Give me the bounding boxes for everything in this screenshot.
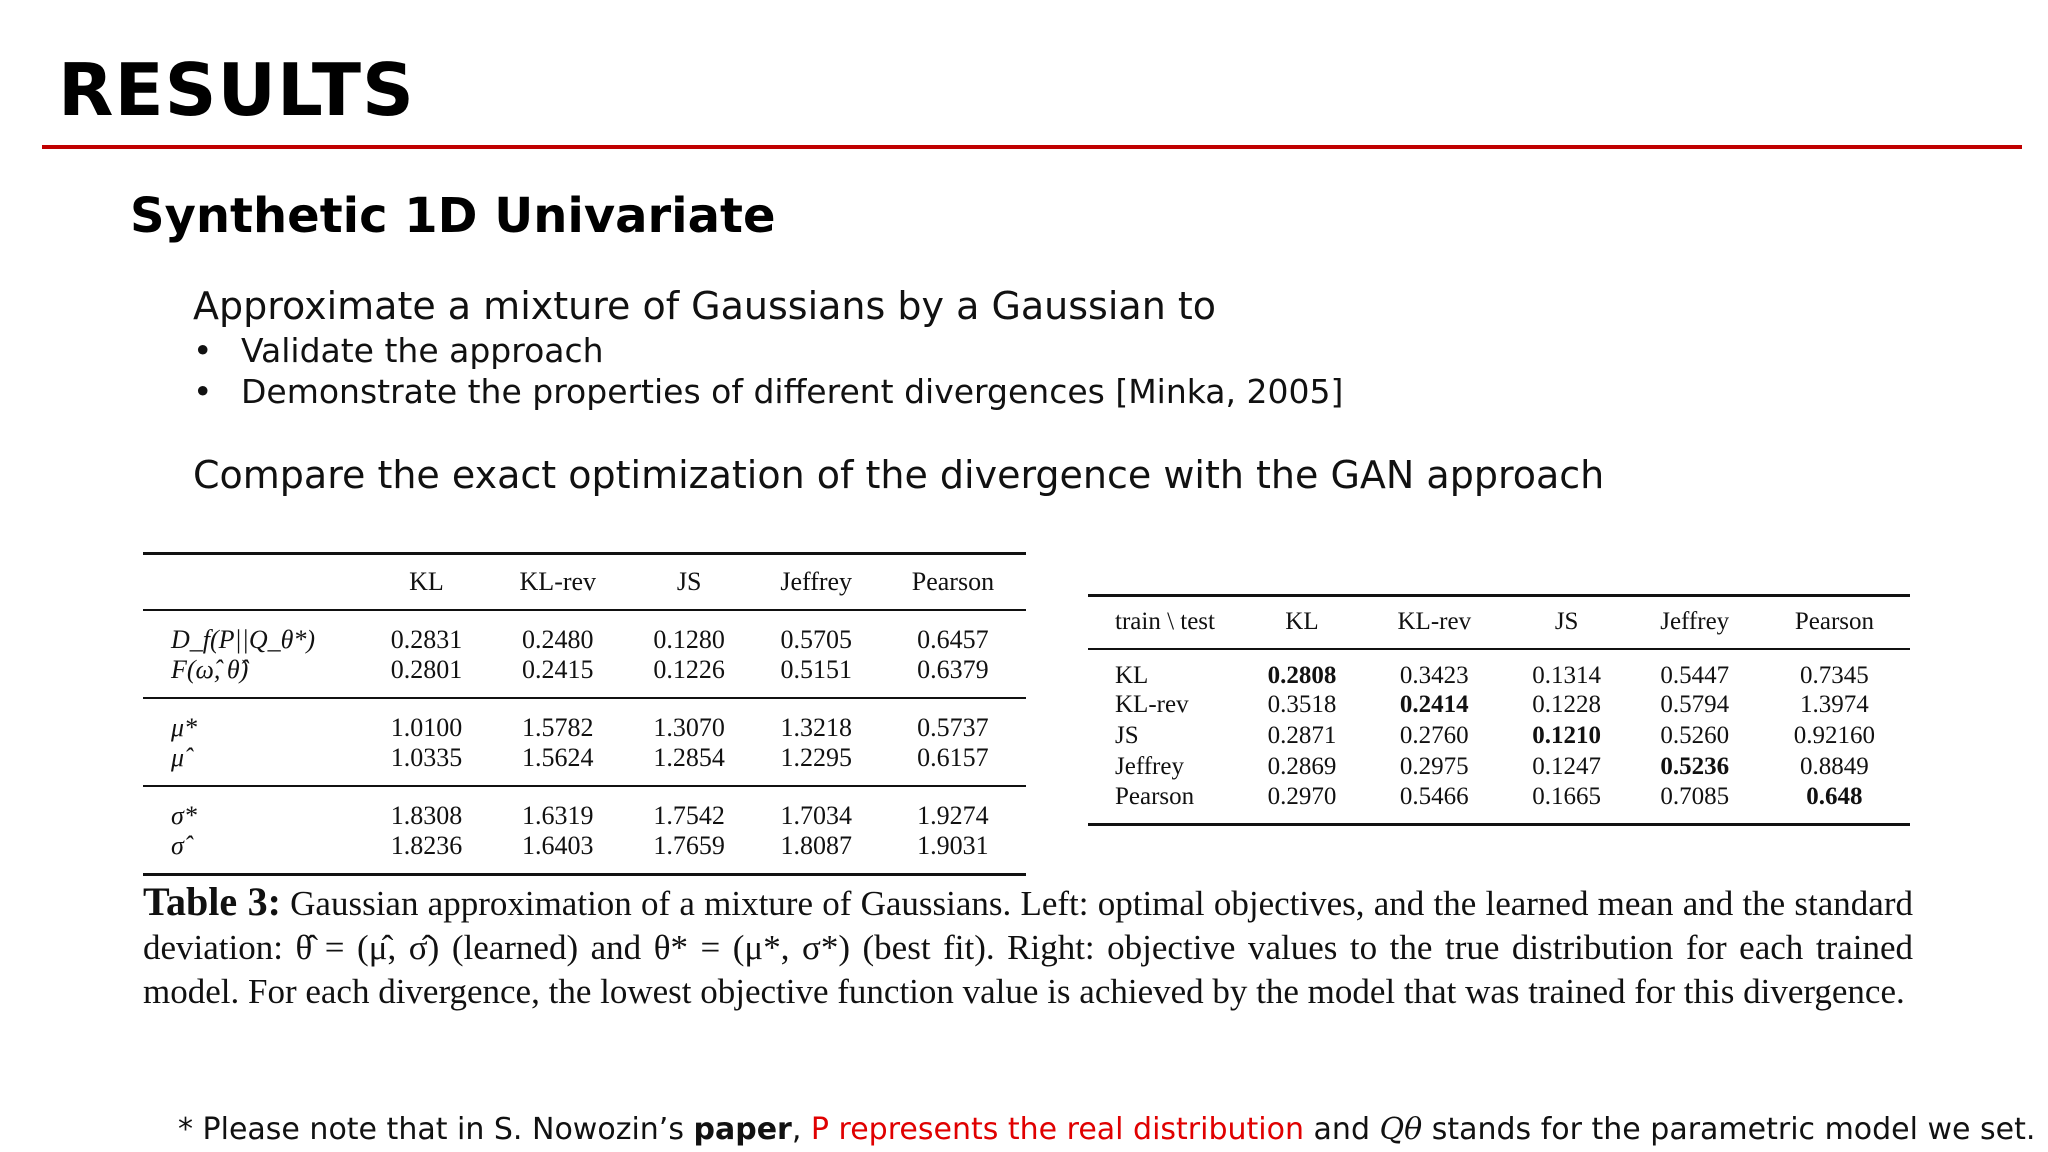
- table-cell: 0.2869: [1267, 753, 1337, 780]
- slide-title: RESULTS: [58, 48, 415, 132]
- table-cell: 0.1665: [1503, 783, 1631, 825]
- table-cell: 0.2970: [1238, 783, 1366, 825]
- table-cell-best: 0.1210: [1532, 722, 1602, 749]
- header-cell: JS: [1503, 596, 1631, 649]
- table-row: [1088, 721, 1910, 752]
- table-cell: 1.8236: [363, 831, 490, 875]
- row-label: D_f(P||Q_θ*): [143, 610, 363, 655]
- table-cell: 1.9031: [880, 831, 1026, 875]
- table-cell: 1.8308: [363, 786, 490, 831]
- table-cell: 0.5794: [1660, 691, 1730, 718]
- footnote-highlight: P represents the real distribution: [810, 1112, 1305, 1147]
- table-cell: 0.7345: [1759, 649, 1910, 690]
- row-label: μ*: [143, 698, 363, 743]
- table-cell: 1.7659: [626, 831, 753, 875]
- table-cell: 1.0335: [390, 742, 463, 772]
- row-label: Pearson: [1088, 783, 1238, 825]
- footnote-math: Qθ: [1379, 1112, 1423, 1147]
- row-label: F(ω̂, θ̂): [171, 654, 249, 684]
- table-cell-best: 0.5236: [1660, 753, 1730, 780]
- row-label: σ*: [143, 786, 363, 831]
- table-cell: 0.5466: [1366, 783, 1503, 825]
- table-cell: 0.5737: [880, 698, 1026, 743]
- table-row: [143, 831, 1026, 875]
- table-cell: 0.5447: [1631, 649, 1759, 690]
- compare-text: Compare the exact optimization of the divergence with the GAN approach: [193, 453, 1605, 497]
- table-cell: 0.2871: [1267, 722, 1337, 749]
- caption-label: Table 3:: [143, 879, 281, 924]
- table-row: [143, 786, 1026, 831]
- table-cell: 1.8087: [753, 831, 880, 875]
- right-results-table: [1088, 594, 1910, 826]
- footnote-bold: paper: [693, 1112, 792, 1147]
- bullet-item: • Demonstrate the properties of different divergences [Minka, 2005]: [193, 372, 1344, 411]
- table-row: [1088, 752, 1910, 783]
- table-cell: 1.3974: [1800, 691, 1869, 718]
- header-cell: [143, 554, 363, 610]
- table-row: [143, 655, 1026, 698]
- table-cell-best: 0.648: [1759, 783, 1910, 825]
- header-cell: train \ test: [1088, 596, 1238, 649]
- header-cell: Jeffrey: [1631, 596, 1759, 649]
- table-cell: 0.2480: [490, 610, 626, 655]
- table-cell: 1.2295: [780, 742, 852, 772]
- bullet-list: [193, 330, 1343, 412]
- table-cell: 1.0100: [363, 698, 490, 743]
- table-cell: 1.5624: [522, 742, 594, 772]
- header-cell: JS: [626, 554, 753, 610]
- table-cell: 0.1226: [653, 654, 725, 684]
- table-cell: 0.2831: [363, 610, 490, 655]
- row-label: KL: [1088, 649, 1238, 690]
- title-divider: [42, 145, 2022, 149]
- header-cell: KL-rev: [1366, 596, 1503, 649]
- table-row: [143, 610, 1026, 655]
- bullet-dot-icon: •: [193, 331, 213, 370]
- table-cell: 1.9274: [880, 786, 1026, 831]
- intro-text: Approximate a mixture of Gaussians by a Gaussian to: [193, 284, 1217, 328]
- table-cell: 0.6379: [917, 654, 989, 684]
- footnote: * Please note that in S. Nowozin’s paper, P represents the real distribution and Qθ stands for the parametric model we set.: [178, 1112, 2036, 1147]
- table-cell: 1.3070: [626, 698, 753, 743]
- header-cell: KL: [363, 554, 490, 610]
- table-cell: 1.7034: [753, 786, 880, 831]
- table-cell: 1.3218: [753, 698, 880, 743]
- row-label: Jeffrey: [1115, 753, 1184, 780]
- left-results-table: [143, 552, 1026, 876]
- row-label: σ̂: [143, 831, 363, 875]
- table-cell: 0.6157: [917, 742, 989, 772]
- table-cell: 0.1280: [626, 610, 753, 655]
- table-cell: 0.2801: [390, 654, 463, 684]
- table-cell: 0.1247: [1532, 753, 1602, 780]
- table-cell-best: 0.2808: [1238, 649, 1366, 690]
- section-subtitle: Synthetic 1D Univariate: [130, 188, 776, 244]
- header-cell: KL-rev: [490, 554, 626, 610]
- row-label: JS: [1115, 722, 1139, 749]
- table-cell: 0.7085: [1631, 783, 1759, 825]
- table-cell: 1.6403: [490, 831, 626, 875]
- table-cell: 0.5151: [780, 654, 852, 684]
- row-label: μ̂: [171, 742, 185, 772]
- table-cell: 0.1314: [1503, 649, 1631, 690]
- table-cell: 0.6457: [880, 610, 1026, 655]
- table-cell: 0.2975: [1399, 753, 1469, 780]
- table-cell: 0.1228: [1532, 691, 1602, 718]
- table-cell: 1.7542: [626, 786, 753, 831]
- table-row: [1088, 649, 1910, 690]
- bullet-dot-icon: •: [193, 372, 213, 411]
- table-cell: 1.2854: [653, 742, 725, 772]
- header-cell: Jeffrey: [753, 554, 880, 610]
- caption-text: Gaussian approximation of a mixture of Gaussians. Left: optimal objectives, and the learned mean and the standard deviation: θ̂ = (μ̂, σ̂) (learned) and θ* = (μ*, σ*) (best fit). Right: objective values to the true distribution for each trained model. For each divergence, the lowest objective function value is achieved by the model that was trained for this divergence.: [143, 884, 1913, 1011]
- table-cell: 1.5782: [490, 698, 626, 743]
- bullet-item: • Validate the approach: [193, 331, 604, 370]
- table-cell: 0.92160: [1793, 722, 1876, 749]
- table-cell: 0.8849: [1800, 753, 1869, 780]
- header-cell: Pearson: [1759, 596, 1910, 649]
- table-caption: [143, 880, 1913, 1014]
- table-cell: 0.3518: [1267, 691, 1337, 718]
- table-cell: 0.5705: [753, 610, 880, 655]
- table-cell: 0.2415: [522, 654, 594, 684]
- row-label: KL-rev: [1115, 691, 1189, 718]
- table-row: [143, 743, 1026, 786]
- table-cell-best: 0.2414: [1399, 691, 1469, 718]
- table-cell: 0.5260: [1660, 722, 1730, 749]
- header-cell: Pearson: [880, 554, 1026, 610]
- header-cell: KL: [1238, 596, 1366, 649]
- table-row: [1088, 690, 1910, 721]
- table-cell: 1.6319: [490, 786, 626, 831]
- table-cell: 0.3423: [1366, 649, 1503, 690]
- table-header-row: [143, 554, 1026, 610]
- table-row: [1088, 783, 1910, 825]
- table-header-row: [1088, 596, 1910, 649]
- table-row: [143, 698, 1026, 743]
- table-cell: 0.2760: [1399, 722, 1469, 749]
